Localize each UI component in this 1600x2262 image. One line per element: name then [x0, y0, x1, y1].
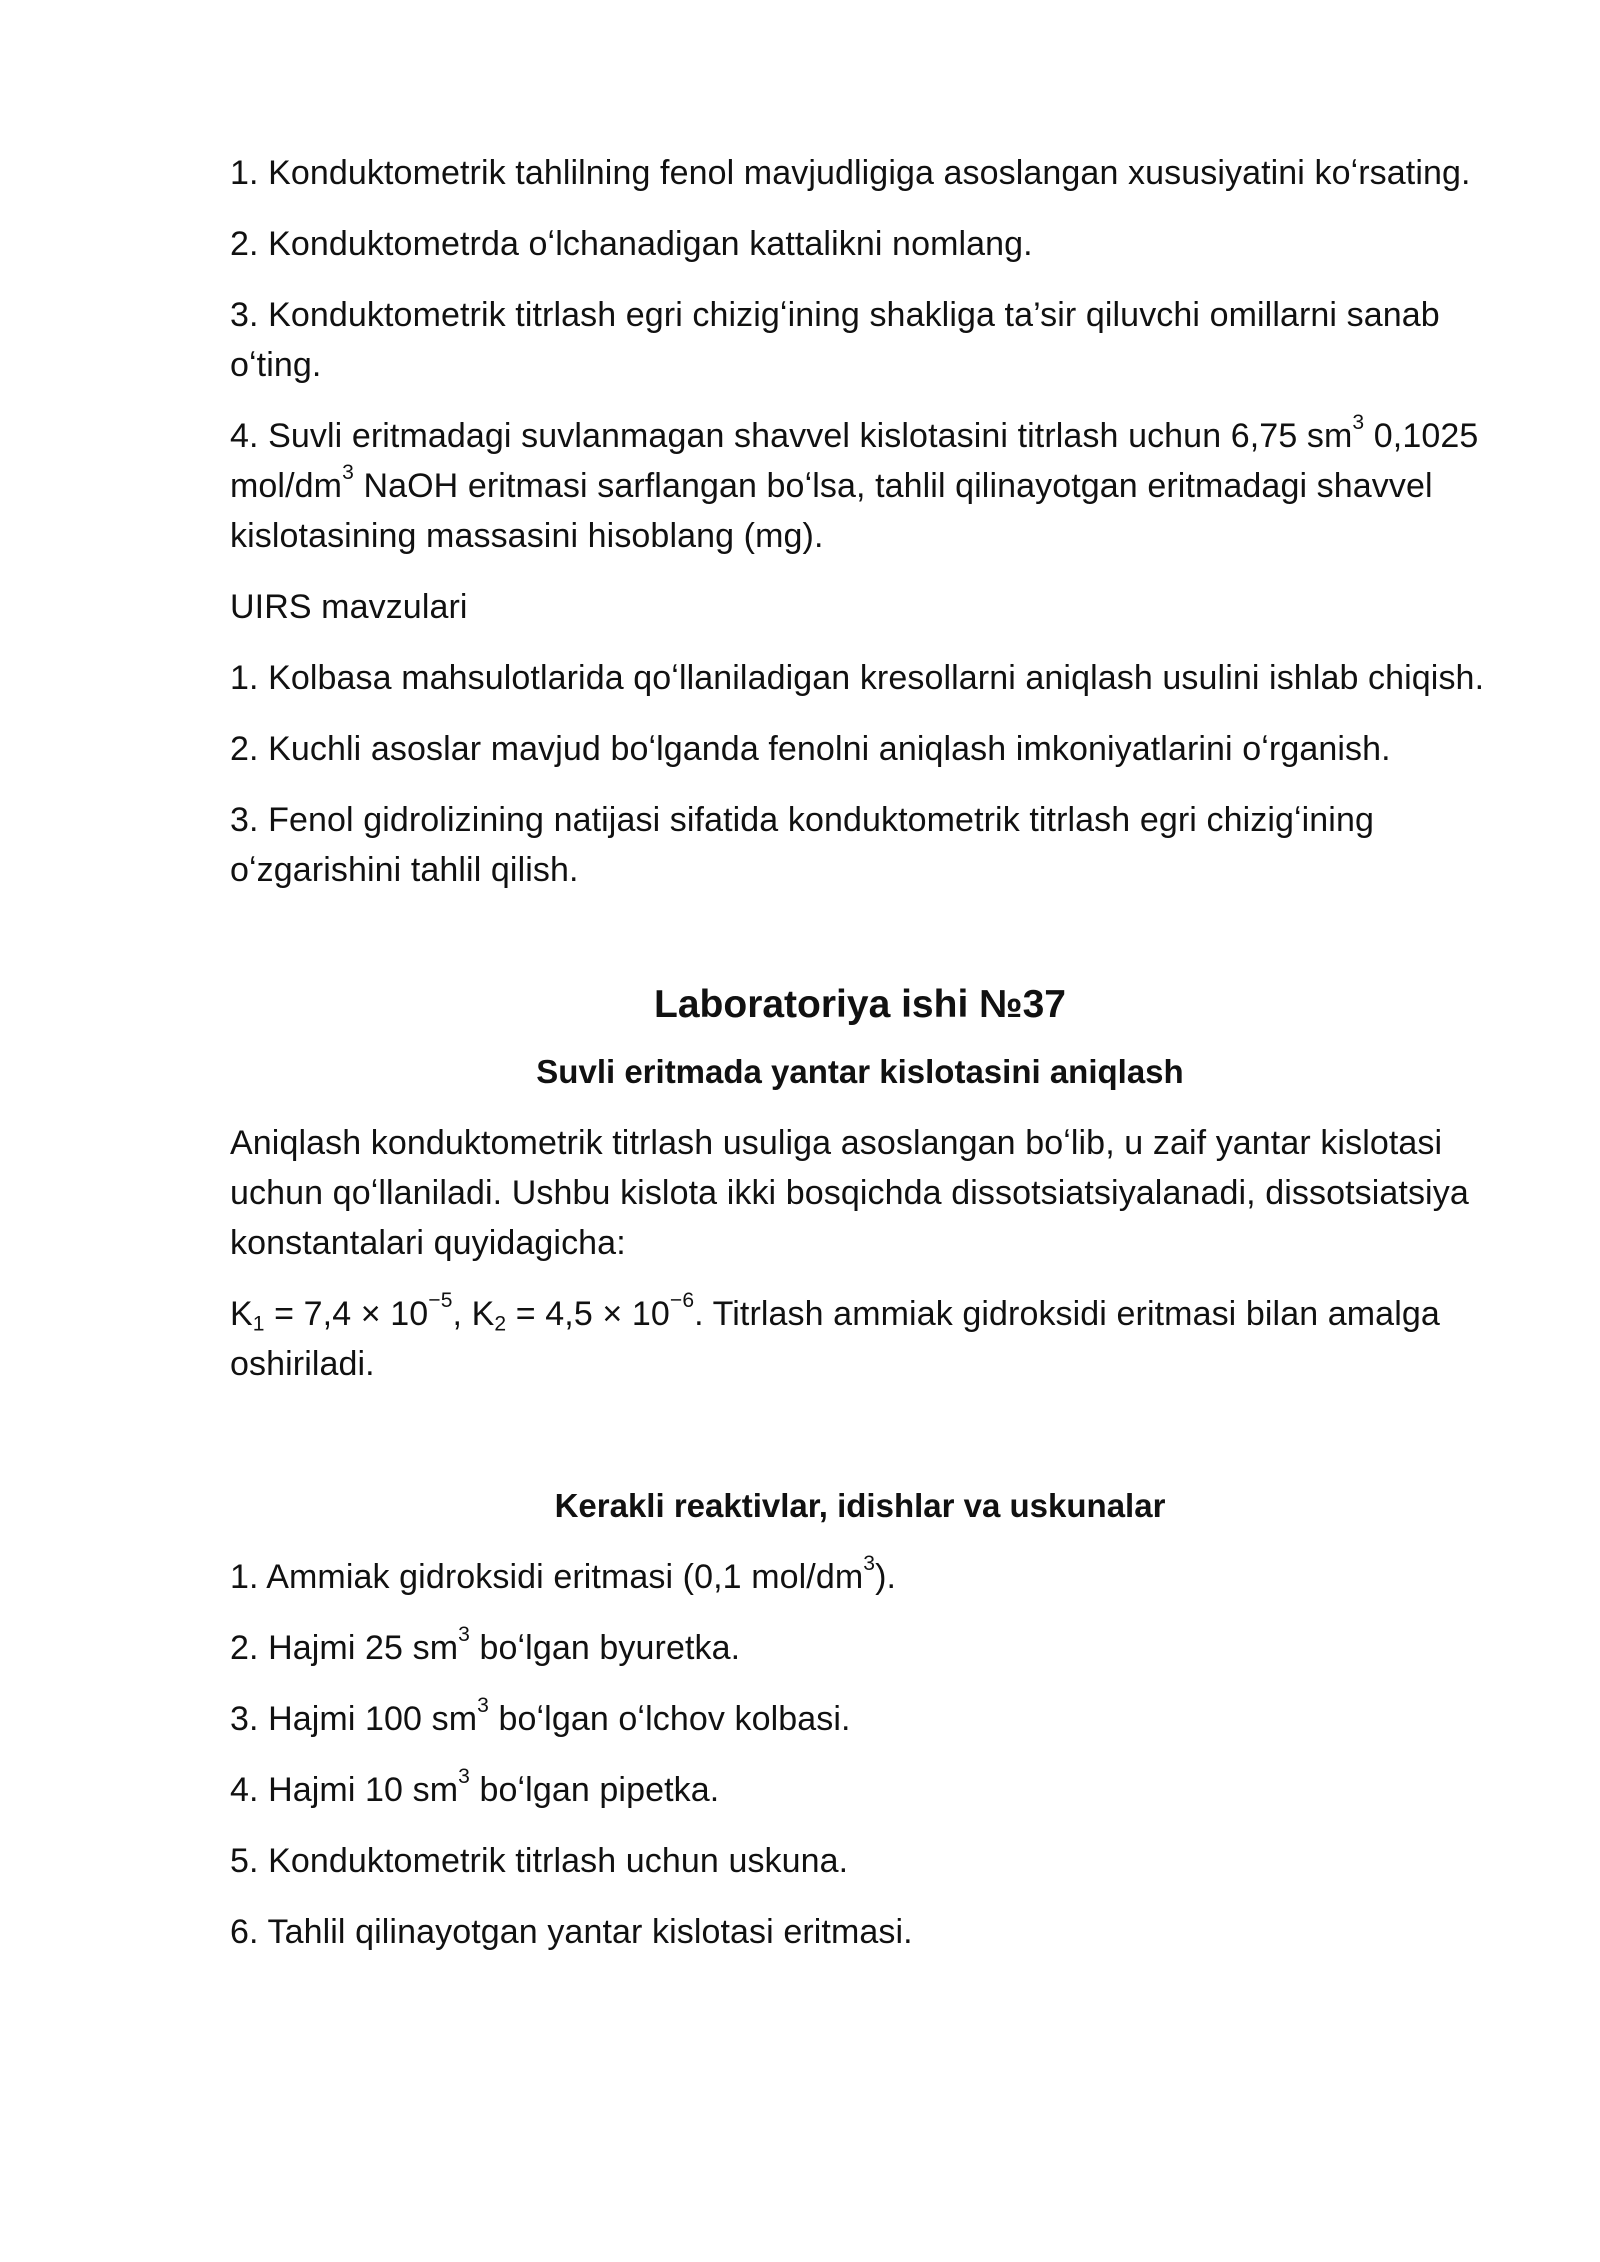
constant-k2-value: = 4,5 × 10 [506, 1295, 670, 1333]
uirs-item-1: 1. Kolbasa mahsulotlarida qoʻllaniladigan kresollarni aniqlash usulini ishlab chiqish. [230, 659, 1485, 697]
reagent-item-4 [230, 1765, 1490, 1815]
constant-k1-exponent: −5 [428, 1289, 453, 1313]
reagent-item-3-text-a: 3. Hajmi 100 sm [230, 1700, 478, 1738]
reagent-item-4-sup: 3 [458, 1765, 470, 1789]
reagent-item-2 [230, 1623, 1490, 1673]
reagent-item-4-text-b: boʻlgan pipetka. [469, 1771, 720, 1809]
reagent-item-2-text-a: 2. Hajmi 25 sm [230, 1629, 459, 1667]
question-4-sup-1: 3 [1352, 411, 1365, 435]
reagent-item-5 [230, 1836, 1490, 1886]
reagents-title: Kerakli reaktivlar, idishlar va uskunalar [554, 1487, 1166, 1524]
reagent-item-1 [230, 1552, 1490, 1602]
question-4-text-a: 4. Suvli eritmadagi suvlanmagan shavvel kislotasini titrlash uchun 6,75 sm [230, 417, 1353, 455]
dissociation-constants [230, 1289, 1490, 1389]
constant-k1-value: = 7,4 × 10 [264, 1295, 429, 1333]
constant-k2-subscript: 2 [494, 1312, 507, 1336]
document-page [230, 148, 1490, 1978]
question-4 [230, 411, 1490, 561]
constant-k2-exponent: −6 [669, 1289, 695, 1313]
question-3: 3. Konduktometrik titrlash egri chizigʻining shakliga ta’sir qiluvchi omillarni sanab oʻting. [230, 296, 1440, 384]
reagent-item-1-sup: 3 [863, 1552, 876, 1576]
reagent-item-4-text-a: 4. Hajmi 10 sm [230, 1771, 459, 1809]
question-1: 1. Konduktometrik tahlilning fenol mavjudligiga asoslangan xususiyatini koʻrsating. [230, 154, 1471, 192]
question-4-text-c: NaOH eritmasi sarflangan boʻlsa, tahlil qilinayotgan eritmadagi shavvel kislotasining massasini hisoblang (mg). [230, 467, 1433, 555]
reagent-item-3 [230, 1694, 1490, 1744]
constant-k1-subscript: 1 [252, 1312, 265, 1336]
uirs-title: UIRS mavzulari [230, 588, 468, 626]
question-4-sup-2: 3 [342, 461, 354, 485]
lab-subtitle: Suvli eritmada yantar kislotasini aniqlash [536, 1053, 1184, 1090]
constants-tail: . Titrlash ammiak gidroksidi eritmasi bilan amalga oshiriladi. [230, 1295, 1440, 1383]
question-4-text-b: 0,1025 mol/dm [230, 417, 1479, 505]
reagent-item-1-text-a: 1. Ammiak gidroksidi eritmasi (0,1 mol/dm [230, 1558, 864, 1596]
lab-title: Laboratoriya ishi №37 [654, 983, 1066, 1026]
reagent-item-1-text-b: ). [875, 1558, 897, 1596]
reagent-item-5-text: 5. Konduktometrik titrlash uchun uskuna. [230, 1842, 849, 1880]
lab-intro: Aniqlash konduktometrik titrlash usuliga asoslangan boʻlib, u zaif yantar kislotasi uchun qoʻllaniladi. Ushbu kislota ikki bosqichda dissotsiatsiyalanadi, dissotsiatsiya konstantalari quyidagicha: [230, 1124, 1469, 1262]
reagent-item-2-sup: 3 [458, 1623, 470, 1647]
reagent-item-3-text-b: boʻlgan oʻlchov kolbasi. [488, 1700, 851, 1738]
reagent-item-6 [230, 1907, 1490, 1957]
constant-k2-symbol: , K [452, 1295, 495, 1333]
uirs-item-2: 2. Kuchli asoslar mavjud boʻlganda fenolni aniqlash imkoniyatlarini oʻrganish. [230, 730, 1391, 768]
reagent-item-3-sup: 3 [477, 1694, 489, 1718]
reagent-item-6-text: 6. Tahlil qilinayotgan yantar kislotasi eritmasi. [230, 1913, 913, 1951]
constant-k1-symbol: K [230, 1295, 253, 1333]
question-2: 2. Konduktometrda oʻlchanadigan kattalikni nomlang. [230, 225, 1033, 263]
reagent-item-2-text-b: boʻlgan byuretka. [469, 1629, 741, 1667]
uirs-item-3: 3. Fenol gidrolizining natijasi sifatida konduktometrik titrlash egri chizigʻining oʻzgarishini tahlil qilish. [230, 801, 1374, 889]
